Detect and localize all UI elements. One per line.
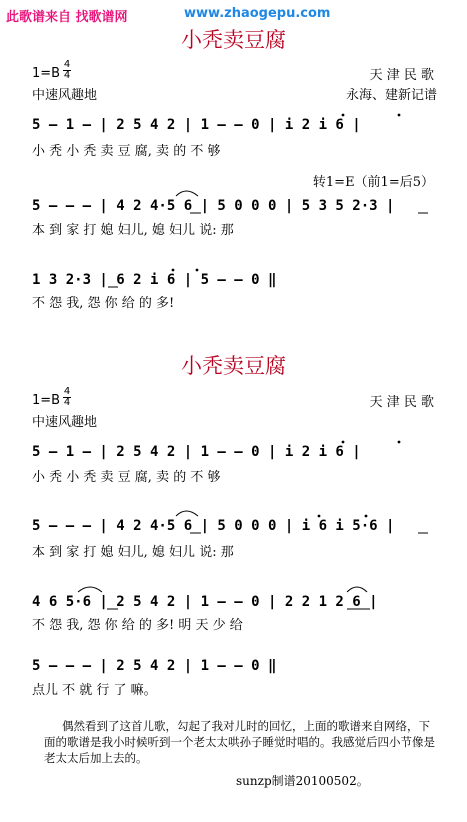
octave-dot (365, 515, 368, 518)
score2-line1-lyrics: 小 秃 小 秃 卖 豆 腐, 卖 的 不 够 (32, 470, 221, 485)
octave-dot (342, 114, 345, 117)
score1-tempo: 中速风趣地 (32, 88, 98, 103)
slur-mark (176, 191, 198, 196)
score1-credit: 永海、建新记谱 (345, 88, 437, 103)
score1-line1-lyrics: 小 秃 小 秃 卖 豆 腐, 卖 的 不 够 (32, 144, 221, 159)
score1-title: 小秃卖豆腐 (181, 28, 286, 52)
score2-line4-lyrics: 点儿 不 就 行 了 嘛。 (32, 683, 157, 698)
score2-line1-notes: 5 – 1 – | 2 5 4 2 | 1 – – 0 | i 2 i 6 | (32, 444, 361, 460)
score2-line2-lyrics: 本 到 家 打 媳 妇儿, 媳 妇儿 说: 那 (32, 545, 234, 560)
score2-key (32, 393, 60, 408)
score1-time-den: 4 (63, 70, 71, 81)
site-header: 此歌谱来自 找歌谱网 (6, 10, 128, 25)
slur-mark (347, 587, 367, 592)
octave-dot (398, 441, 401, 444)
score2-time-num: 4 (63, 386, 71, 397)
score2-line3-notes: 4 6 5·6 | 2 5 4 2 | 1 – – 0 | 2 2 1 2 6 | (32, 594, 378, 610)
score1-line2-notes: 5 – – – | 4 2 4·5 6 | 5 0 0 0 | 5 3 5 2·3 | (32, 198, 395, 214)
score1-genre: 天 津 民 歌 (369, 68, 434, 83)
octave-dot (172, 269, 175, 272)
site-url-link[interactable]: www.zhaogepu.com (184, 6, 331, 21)
octave-dot (398, 114, 401, 117)
score2-title: 小秃卖豆腐 (181, 354, 286, 378)
score1-time-num: 4 (63, 59, 71, 70)
score1-modulation: 转1=E（前1=后5） (312, 175, 434, 190)
score2-genre: 天 津 民 歌 (369, 395, 434, 410)
score2-time-den: 4 (63, 397, 71, 408)
score1-key (32, 66, 60, 81)
score2-time-signature (63, 387, 71, 408)
score1-line3-lyrics: 不 怨 我, 怨 你 给 的 多! (32, 296, 175, 311)
score2-tempo: 中速风趣地 (32, 415, 98, 430)
score1-line2-lyrics: 本 到 家 打 媳 妇儿, 媳 妇儿 说: 那 (32, 223, 234, 238)
score2-line2-notes: 5 – – – | 4 2 4·5 6 | 5 0 0 0 | i 6 i 5·6 | (32, 518, 395, 534)
score1-time-signature (63, 60, 71, 81)
slur-mark (78, 587, 102, 592)
slur-mark (176, 511, 198, 516)
score2-line4-notes: 5 – – – | 2 5 4 2 | 1 – – 0 ‖ (32, 658, 277, 674)
footer-paragraph: 偶然看到了这首儿歌，勾起了我对儿时的回忆，上面的歌谱来自网络，下面的歌谱是我小时候听到一个老太太哄孙子睡觉时唱的。我感觉后四小节像是老太太后加上去的。 (44, 719, 435, 765)
score1-line1-notes: 5 – 1 – | 2 5 4 2 | 1 – – 0 | i 2 i 6 | (32, 117, 361, 133)
score1-line3-notes: 1 3 2·3 | 6 2 i 6 | 5 – – 0 ‖ (32, 272, 277, 288)
octave-dot (342, 441, 345, 444)
footer-signature: sunzp制谱20100502。 (236, 774, 369, 788)
octave-dot (196, 269, 199, 272)
octave-dot (318, 515, 321, 518)
score1-key-label: 1=B (32, 66, 61, 81)
score2-line3-lyrics: 不 怨 我, 怨 你 给 的 多! 明 天 少 给 (32, 618, 243, 633)
score2-key-label: 1=B (32, 393, 61, 408)
